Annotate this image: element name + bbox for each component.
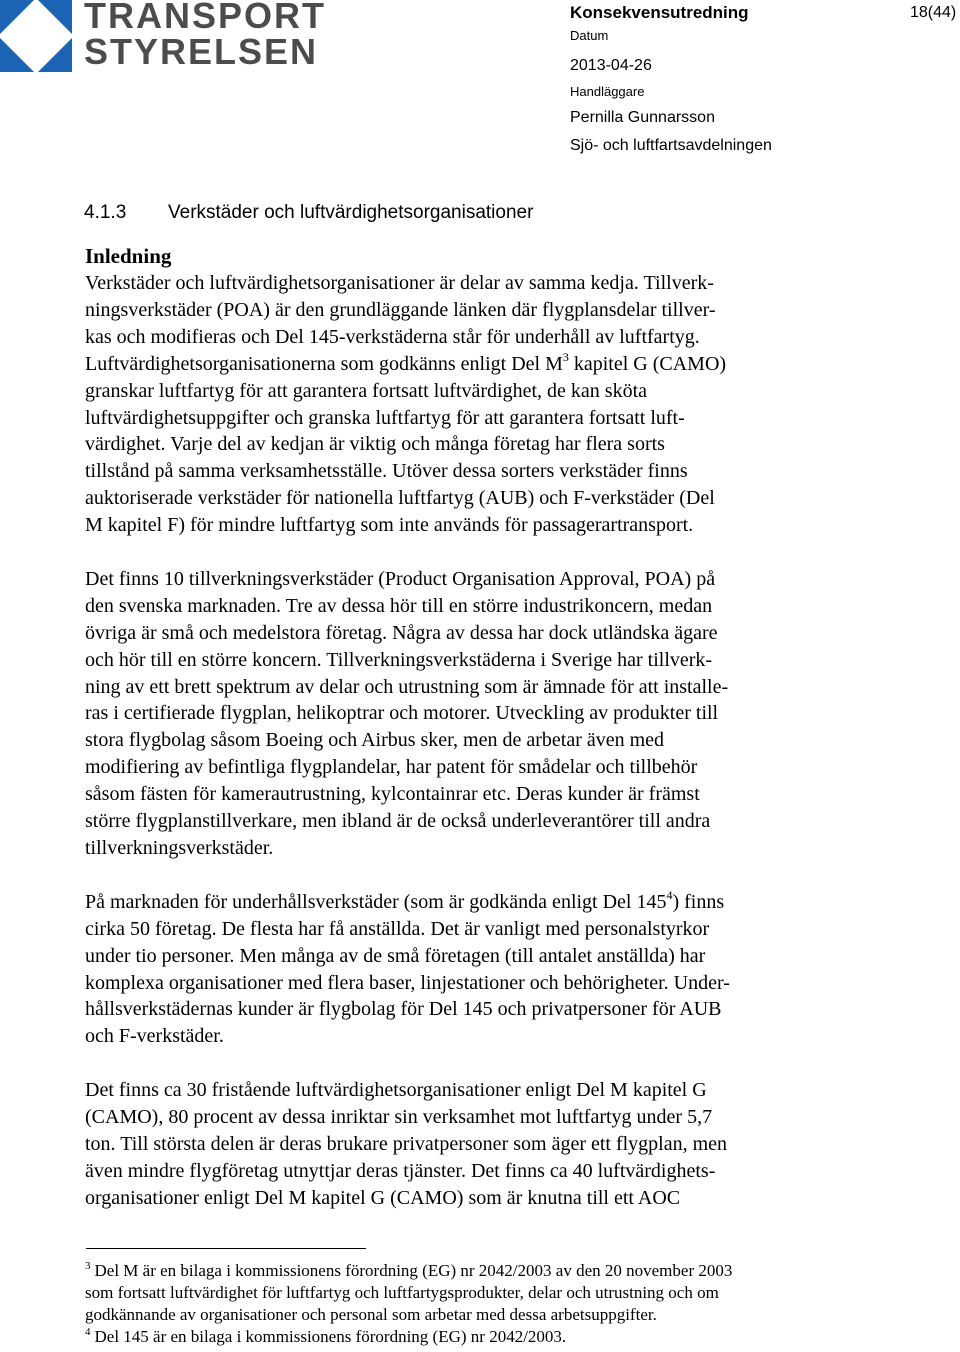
paragraph-line bbox=[85, 351, 845, 378]
paragraph-line: organisationer enligt Del M kapitel G (CAMO) som är knutna till ett AOC bbox=[85, 1186, 681, 1209]
line-text-continued: ) finns bbox=[672, 890, 725, 913]
paragraph-line: tillstånd på samma verksamhetsställe. Utöver dessa sorters verkstäder finns bbox=[85, 460, 688, 483]
paragraph-line: luftvärdighetsuppgifter och granska luftfartyg för att garantera fortsatt luft- bbox=[85, 406, 685, 429]
footnote-text: Del M är en bilaga i kommissionens förordning (EG) nr 2042/2003 av den 20 november 2003 bbox=[94, 1261, 733, 1280]
date-value: 2013-04-26 bbox=[570, 57, 652, 74]
paragraph-line: stora flygbolag såsom Boeing och Airbus sker, men de arbetar även med bbox=[85, 729, 665, 752]
department-name: Sjö- och luftfartsavdelningen bbox=[570, 137, 772, 154]
paragraph-line: (CAMO), 80 procent av dessa inriktar sin verksamhet mot luftfartyg under 5,7 bbox=[85, 1106, 713, 1129]
subheading: Inledning bbox=[85, 244, 172, 268]
line-text: På marknaden för underhållsverkstäder (som är godkända enligt Del 145 bbox=[85, 890, 667, 913]
footnote-3 bbox=[85, 1260, 865, 1282]
footnotes bbox=[85, 1260, 865, 1348]
transportstyrelsen-logo bbox=[0, 0, 326, 72]
paragraph-1 bbox=[85, 270, 845, 539]
document-type: Konsekvensutredning bbox=[570, 3, 749, 22]
footnote-ref-3[interactable]: 3 bbox=[562, 349, 569, 364]
paragraph-line: Det finns ca 30 fristående luftvärdighetsorganisationer enligt Del M kapitel G bbox=[85, 1079, 707, 1102]
handler-name: Pernilla Gunnarsson bbox=[570, 109, 715, 126]
logo-line1: TRANSPORT bbox=[84, 0, 326, 36]
paragraph-line: kas och modifieras och Del 145-verkstäderna står för underhåll av luftfartyg. bbox=[85, 325, 700, 348]
logo-mark-icon bbox=[0, 0, 72, 72]
paragraph-line: större flygplanstillverkare, men ibland är de också underleverantörer till andra bbox=[85, 810, 711, 833]
footnote-ref-4[interactable]: 4 bbox=[666, 887, 673, 902]
footnote-text: Del 145 är en bilaga i kommissionens förordning (EG) nr 2042/2003. bbox=[94, 1327, 567, 1346]
paragraph-line: ras i certifierade flygplan, helikoptrar och motorer. Utveckling av produkter till bbox=[85, 702, 719, 725]
line-text-continued: kapitel G (CAMO) bbox=[568, 352, 727, 375]
paragraph-line: hållsverkstädernas kunder är flygbolag för Del 145 och privatpersoner för AUB bbox=[85, 998, 722, 1021]
section-number: 4.1.3 bbox=[84, 202, 127, 223]
paragraph-line: under tio personer. Men många av de små företagen (till antalet anställda) har bbox=[85, 944, 706, 967]
paragraph-line: auktoriserade verkstäder för nationella luftfartyg (AUB) och F-verkstäder (Del bbox=[85, 487, 715, 510]
page-number: 18(44) bbox=[910, 4, 957, 21]
footnote-line: som fortsatt luftvärdighet för luftfartyg och luftfartygsprodukter, delar och utrustning och om bbox=[85, 1283, 719, 1302]
paragraph-line bbox=[85, 889, 845, 916]
paragraph-line: värdighet. Varje del av kedjan är viktig och många företag har flera sorts bbox=[85, 433, 665, 456]
paragraph-line: ningsverkstäder (POA) är den grundläggande länken där flygplansdelar tillver- bbox=[85, 298, 716, 321]
paragraph-line: Verkstäder och luftvärdighetsorganisationer är delar av samma kedja. Tillverk- bbox=[85, 272, 714, 294]
paragraph-line: övriga är små och medelstora företag. Några av dessa har dock utländska ägare bbox=[85, 621, 718, 644]
document-body bbox=[85, 243, 845, 1239]
paragraph-line: cirka 50 företag. De flesta har få anställda. Det är vanligt med personalstyrkor bbox=[85, 917, 710, 940]
paragraph-line: M kapitel F) för mindre luftfartyg som inte används för passagerartransport. bbox=[85, 514, 694, 537]
paragraph-line: och F-verkstäder. bbox=[85, 1025, 224, 1048]
paragraph-line: och hör till en större koncern. Tillverkningsverkstäderna i Sverige har tillverk- bbox=[85, 648, 713, 671]
paragraph-line: modifiering av befintliga flygplandelar, har patent för smådelar och tillbehör bbox=[85, 756, 698, 779]
paragraph-line: ning av ett brett spektrum av delar och utrustning som är ämnade för att installe- bbox=[85, 675, 729, 698]
handler-label: Handläggare bbox=[570, 84, 645, 99]
section-title: Verkstäder och luftvärdighetsorganisationer bbox=[168, 202, 534, 223]
paragraph-4 bbox=[85, 1077, 845, 1212]
paragraph-2 bbox=[85, 566, 845, 862]
footnote-mark: 3 bbox=[85, 1260, 91, 1272]
footnote-divider bbox=[86, 1248, 366, 1249]
logo-line2: STYRELSEN bbox=[84, 31, 319, 72]
paragraph-line: även mindre flygföretag utnyttjar deras tjänster. Det finns ca 40 luftvärdighets- bbox=[85, 1159, 716, 1182]
footnote-mark: 4 bbox=[85, 1326, 91, 1338]
line-text: Luftvärdighetsorganisationerna som godkänns enligt Del M bbox=[85, 352, 563, 375]
paragraph-line: den svenska marknaden. Tre av dessa hör till en större industrikoncern, medan bbox=[85, 594, 713, 617]
paragraph-line: tillverkningsverkstäder. bbox=[85, 837, 274, 860]
footnote-line: godkännande av organisationer och personal som arbetar med dessa arbetsuppgifter. bbox=[85, 1305, 657, 1324]
paragraph-3 bbox=[85, 889, 845, 1050]
paragraph-line: komplexa organisationer med flera baser, linjestationer och behörigheter. Under- bbox=[85, 971, 730, 994]
section-heading bbox=[84, 202, 533, 224]
paragraph-line: ton. Till största delen är deras brukare privatpersoner som äger ett flygplan, men bbox=[85, 1132, 728, 1155]
paragraph-line: Det finns 10 tillverkningsverkstäder (Product Organisation Approval, POA) på bbox=[85, 567, 716, 590]
paragraph-line: såsom fästen för kamerautrustning, kylcontainrar etc. Deras kunder är främst bbox=[85, 783, 700, 806]
paragraph-line: granskar luftfartyg för att garantera fortsatt luftvärdighet, de kan sköta bbox=[85, 379, 648, 402]
footnote-4 bbox=[85, 1326, 865, 1348]
date-label: Datum bbox=[570, 28, 609, 43]
